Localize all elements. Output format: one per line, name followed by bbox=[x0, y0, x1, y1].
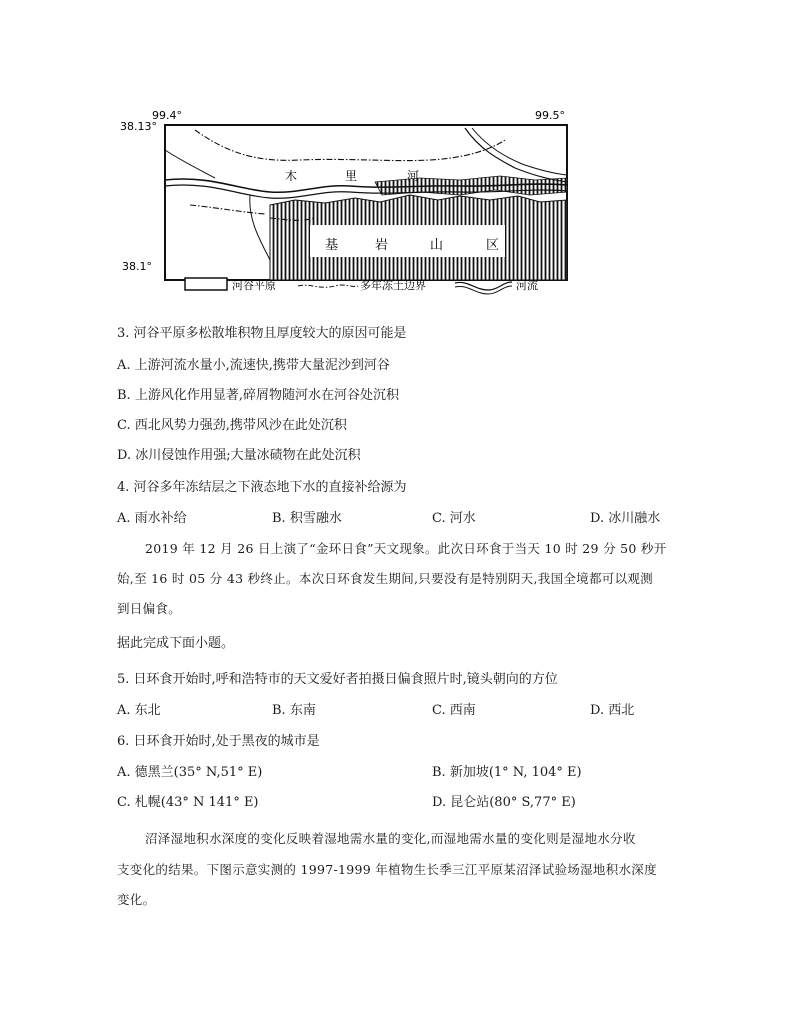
passage2-line2: 支变化的结果。下图示意实测的 1997-1999 年植物生长季三江平原某沼泽试验场湿地积水深度 bbox=[117, 862, 657, 877]
bedrock-char-4: 区 bbox=[486, 238, 500, 253]
bedrock-char-1: 基 bbox=[325, 238, 339, 253]
q3-option-b[interactable]: B. 上游风化作用显著,碎屑物随河水在河谷处沉积 bbox=[117, 388, 399, 403]
passage1-line1: 2019 年 12 月 26 日上演了“金环日食”天文现象。此次日环食于当天 10 时 29 分 50 秒开 bbox=[145, 541, 667, 556]
q3-option-d[interactable]: D. 冰川侵蚀作用强;大量冰碛物在此处沉积 bbox=[117, 448, 361, 463]
river-char-1: 木 bbox=[285, 169, 298, 183]
passage1-line2: 始,至 16 时 05 分 43 秒终止。本次日环食发生期间,只要没有是特别阴天,我国全境都可以观测 bbox=[117, 571, 653, 586]
passage1-line3: 到日偏食。 bbox=[117, 601, 182, 616]
passage1-instruction: 据此完成下面小题。 bbox=[117, 636, 235, 651]
coord-top-left-lat: 38.13° bbox=[120, 120, 157, 133]
q6-option-d[interactable]: D. 昆仑站(80° S,77° E) bbox=[432, 795, 576, 810]
q6-option-a[interactable]: A. 德黑兰(35° N,51° E) bbox=[117, 765, 263, 780]
q3-option-c[interactable]: C. 西北风势力强劲,携带风沙在此处沉积 bbox=[117, 418, 347, 433]
legend-permafrost-label: 多年冻土边界 bbox=[360, 279, 426, 292]
q6-stem: 6. 日环食开始时,处于黑夜的城市是 bbox=[117, 734, 320, 749]
q5-option-c[interactable]: C. 西南 bbox=[432, 703, 476, 718]
q4-option-a[interactable]: A. 雨水补给 bbox=[117, 511, 187, 526]
q5-option-a[interactable]: A. 东北 bbox=[117, 703, 161, 718]
legend-plain-label: 河谷平原 bbox=[232, 279, 276, 292]
map-figure bbox=[120, 100, 600, 300]
q6-option-c[interactable]: C. 札幌(43° N 141° E) bbox=[117, 795, 259, 810]
q5-stem: 5. 日环食开始时,呼和浩特市的天文爱好者拍摄日偏食照片时,镜头朝向的方位 bbox=[117, 672, 558, 687]
q3-stem: 3. 河谷平原多松散堆积物且厚度较大的原因可能是 bbox=[117, 326, 407, 341]
q4-option-b[interactable]: B. 积雪融水 bbox=[272, 511, 342, 526]
passage2-line1: 沼泽湿地积水深度的变化反映着湿地需水量的变化,而湿地需水量的变化则是湿地水分收 bbox=[145, 831, 636, 846]
river-char-2: 里 bbox=[345, 169, 358, 183]
q4-stem: 4. 河谷多年冻结层之下液态地下水的直接补给源为 bbox=[117, 480, 407, 495]
bedrock-char-2: 岩 bbox=[375, 238, 389, 253]
passage2-line3: 变化。 bbox=[117, 892, 156, 907]
legend-plain-swatch bbox=[185, 278, 227, 290]
river-char-3: 河 bbox=[407, 169, 420, 183]
river-valley-map bbox=[120, 100, 600, 300]
q5-option-b[interactable]: B. 东南 bbox=[272, 703, 316, 718]
q5-option-d[interactable]: D. 西北 bbox=[590, 703, 635, 718]
legend-river-label: 河流 bbox=[516, 279, 538, 292]
q4-option-c[interactable]: C. 河水 bbox=[432, 511, 476, 526]
legend-permafrost-swatch bbox=[298, 285, 358, 287]
q6-option-b[interactable]: B. 新加坡(1° N, 104° E) bbox=[432, 765, 582, 780]
q3-option-a[interactable]: A. 上游河流水量小,流速快,携带大量泥沙到河谷 bbox=[117, 358, 390, 373]
coord-top-right-lon: 99.5° bbox=[535, 109, 565, 122]
coord-bottom-left-lat: 38.1° bbox=[122, 260, 152, 273]
bedrock-char-3: 山 bbox=[430, 238, 444, 253]
q4-option-d[interactable]: D. 冰川融水 bbox=[590, 511, 661, 526]
coord-top-left-lon: 99.4° bbox=[152, 109, 182, 122]
